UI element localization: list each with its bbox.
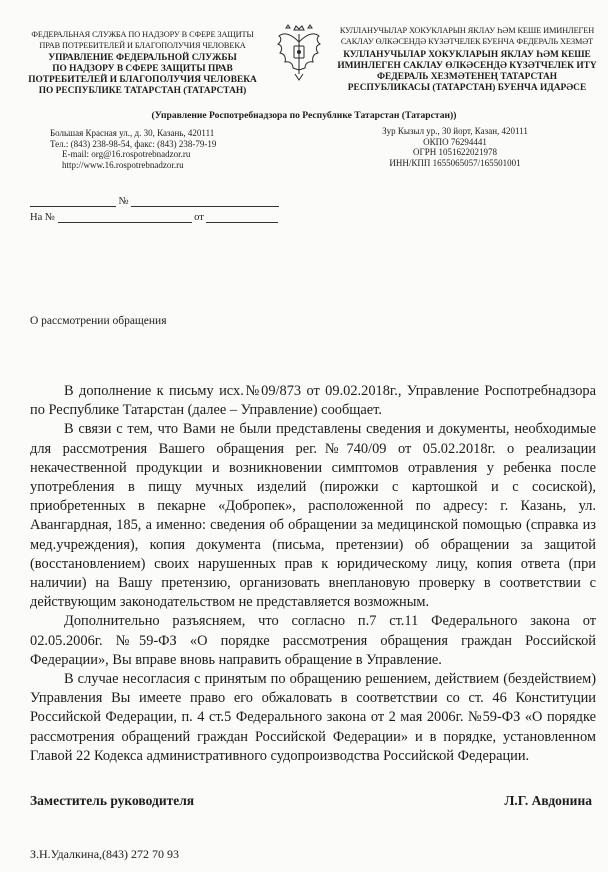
outgoing-number-line: [30, 195, 279, 207]
letter-body: [30, 382, 596, 766]
outgoing-number-blank: [131, 195, 279, 207]
email: E-mail: org@16.rospotrebnadzor.ru: [62, 149, 191, 160]
agency-name-ru-line1: ФЕДЕРАЛЬНАЯ СЛУЖБА ПО НАДЗОРУ В СФЕРЕ ЗАЩИТЫ: [31, 30, 254, 39]
contacts-left: [50, 128, 216, 170]
signatory-position: Заместитель руководителя: [30, 793, 195, 808]
reference-date-blank: [206, 211, 278, 223]
inn-kpp: ИНН/КПП 1655065057/165501001: [389, 157, 521, 168]
agency-name-tt-line2: САКЛАУ ӨЛКӘСЕНДӘ КҮЗӘТЧЕЛЕК БУЕНЧА ФЕДЕРАЛЬ ХЕЗМӘТ: [340, 36, 594, 46]
agency-name-ru-line2: ПРАВ ПОТРЕБИТЕЛЕЙ И БЛАГОПОЛУЧИЯ ЧЕЛОВЕКА: [39, 40, 246, 50]
on-number-label: На №: [30, 212, 55, 223]
department-name-ru-line2: ПО НАДЗОРУ В СФЕРЕ ЗАЩИТЫ ПРАВ: [52, 64, 233, 74]
header-left: [20, 30, 265, 97]
number-sign: №: [118, 196, 129, 207]
agency-name-tt-line1: КУЛЛАНУЧЫЛАР ХОКУКЛАРЫН ЯКЛАУ ҺӘМ КЕШЕ ИМИНЛЕГЕН: [339, 26, 595, 35]
russian-coat-of-arms-icon: [276, 24, 322, 82]
department-name-ru-line4: ПО РЕСПУБЛИКЕ ТАТАРСТАН (ТАТАРСТАН): [38, 86, 247, 96]
executor-contact: З.Н.Удалкина,(843) 272 70 93: [30, 847, 180, 861]
incoming-reference-line: [30, 211, 278, 223]
joint-agency-name: (Управление Роспотребнадзора по Республике Татарстан (Татарстан)): [151, 110, 457, 121]
paragraph-2: В связи с тем, что Вами не были представлены сведения и документы, необходимые для рассмотрения Вашего обращения рег.№740/09 от 05.02.2018г. о реализации некачественной продукции и возникновении симптомов отравления у ребенка после употребления в пищу мучных изделий (пирожки с картошкой и с сосиской), приобретенных в пекарне «Добропек», расположенной по адресу: г. Казань, ул. Авангардная, 185, а именно: сведения об обращении за медицинской помощью (справка из мед.учреждения), копия документа (письма, претензии) об обращении за защитой (восстановлением) своих нарушенных прав к юридическому лицу, копия ответа (при наличии) на Вашу претензию, организовать внеплановую проверку в соответствии с действующим законодательством не представляется возможным.: [30, 421, 596, 611]
paragraph-3: Дополнительно разъясняем, что согласно п.7 ст.11 Федерального закона от 02.05.2006г. №59-ФЗ «О порядке рассмотрения обращения граждан Российской Федерации», Вы вправе вновь направить обращение в Управление.: [30, 613, 596, 668]
paragraph-1: В дополнение к письму исх.№09/873 от 09.02.2018г., Управление Роспотребнадзора по Республике Татарстан (далее – Управление) сообщает.: [30, 383, 596, 419]
paragraph-4: В случае несогласия с принятым по обращению решением, действием (бездействием) Управления Вы имеете право его обжаловать в соответствии со ст. 46 Конституции Российской Федерации, п. 4 ст.5 Федерального закона от 2 мая 2006г. №59-ФЗ «О порядке рассмотрения обращений граждан Российской Федерации» и в порядке, установленном Главой 22 Кодекса административного судопроизводства Российской Федерации.: [30, 671, 596, 764]
address-tt: Зур Кызыл ур., 30 йорт, Казан, 420111: [382, 126, 528, 136]
reference-number-blank: [58, 211, 192, 223]
contacts-right: [360, 126, 550, 168]
header-right: [332, 26, 602, 94]
department-name-tt-line2: ИМИНЛЕГЕН САКЛАУ ӨЛКӘСЕНДӘ КҮЗӘТЧЕЛЕК ИТҮ: [337, 61, 597, 71]
ogrn: ОГРН 1051622021978: [413, 147, 497, 158]
department-name-tt-line4: РЕСПУБЛИКАСЫ (ТАТАРСТАН) БУЕНЧА ИДАРӘСЕ: [347, 83, 587, 93]
okpo: ОКПО 76294441: [423, 136, 487, 147]
address-ru: Большая Красная ул., д. 30, Казань, 420111: [50, 128, 215, 138]
signatory-name: Л.Г. Авдонина: [504, 793, 592, 808]
department-name-tt-line1: КУЛЛАНУЧЫЛАР ХОКУКЛАРЫН ЯКЛАУ ҺӘМ КЕШЕ: [343, 50, 591, 60]
letter-subject: О рассмотрении обращения: [30, 315, 167, 327]
website: http://www.16.rospotrebnadzor.ru: [62, 159, 184, 170]
phone-fax: Тел.: (843) 238-98-54, факс: (843) 238-79-19: [50, 138, 217, 149]
department-name-ru-line3: ПОТРЕБИТЕЛЕЙ И БЛАГОПОЛУЧИЯ ЧЕЛОВЕКА: [28, 75, 257, 85]
department-name-ru-line1: УПРАВЛЕНИЕ ФЕДЕРАЛЬНОЙ СЛУЖБЫ: [48, 53, 237, 63]
outgoing-date-blank: [30, 195, 116, 207]
from-label: от: [194, 212, 204, 223]
department-name-tt-line3: ФЕДЕРАЛЬ ХЕЗМӘТЕНЕҢ ТАТАРСТАН: [376, 72, 558, 82]
